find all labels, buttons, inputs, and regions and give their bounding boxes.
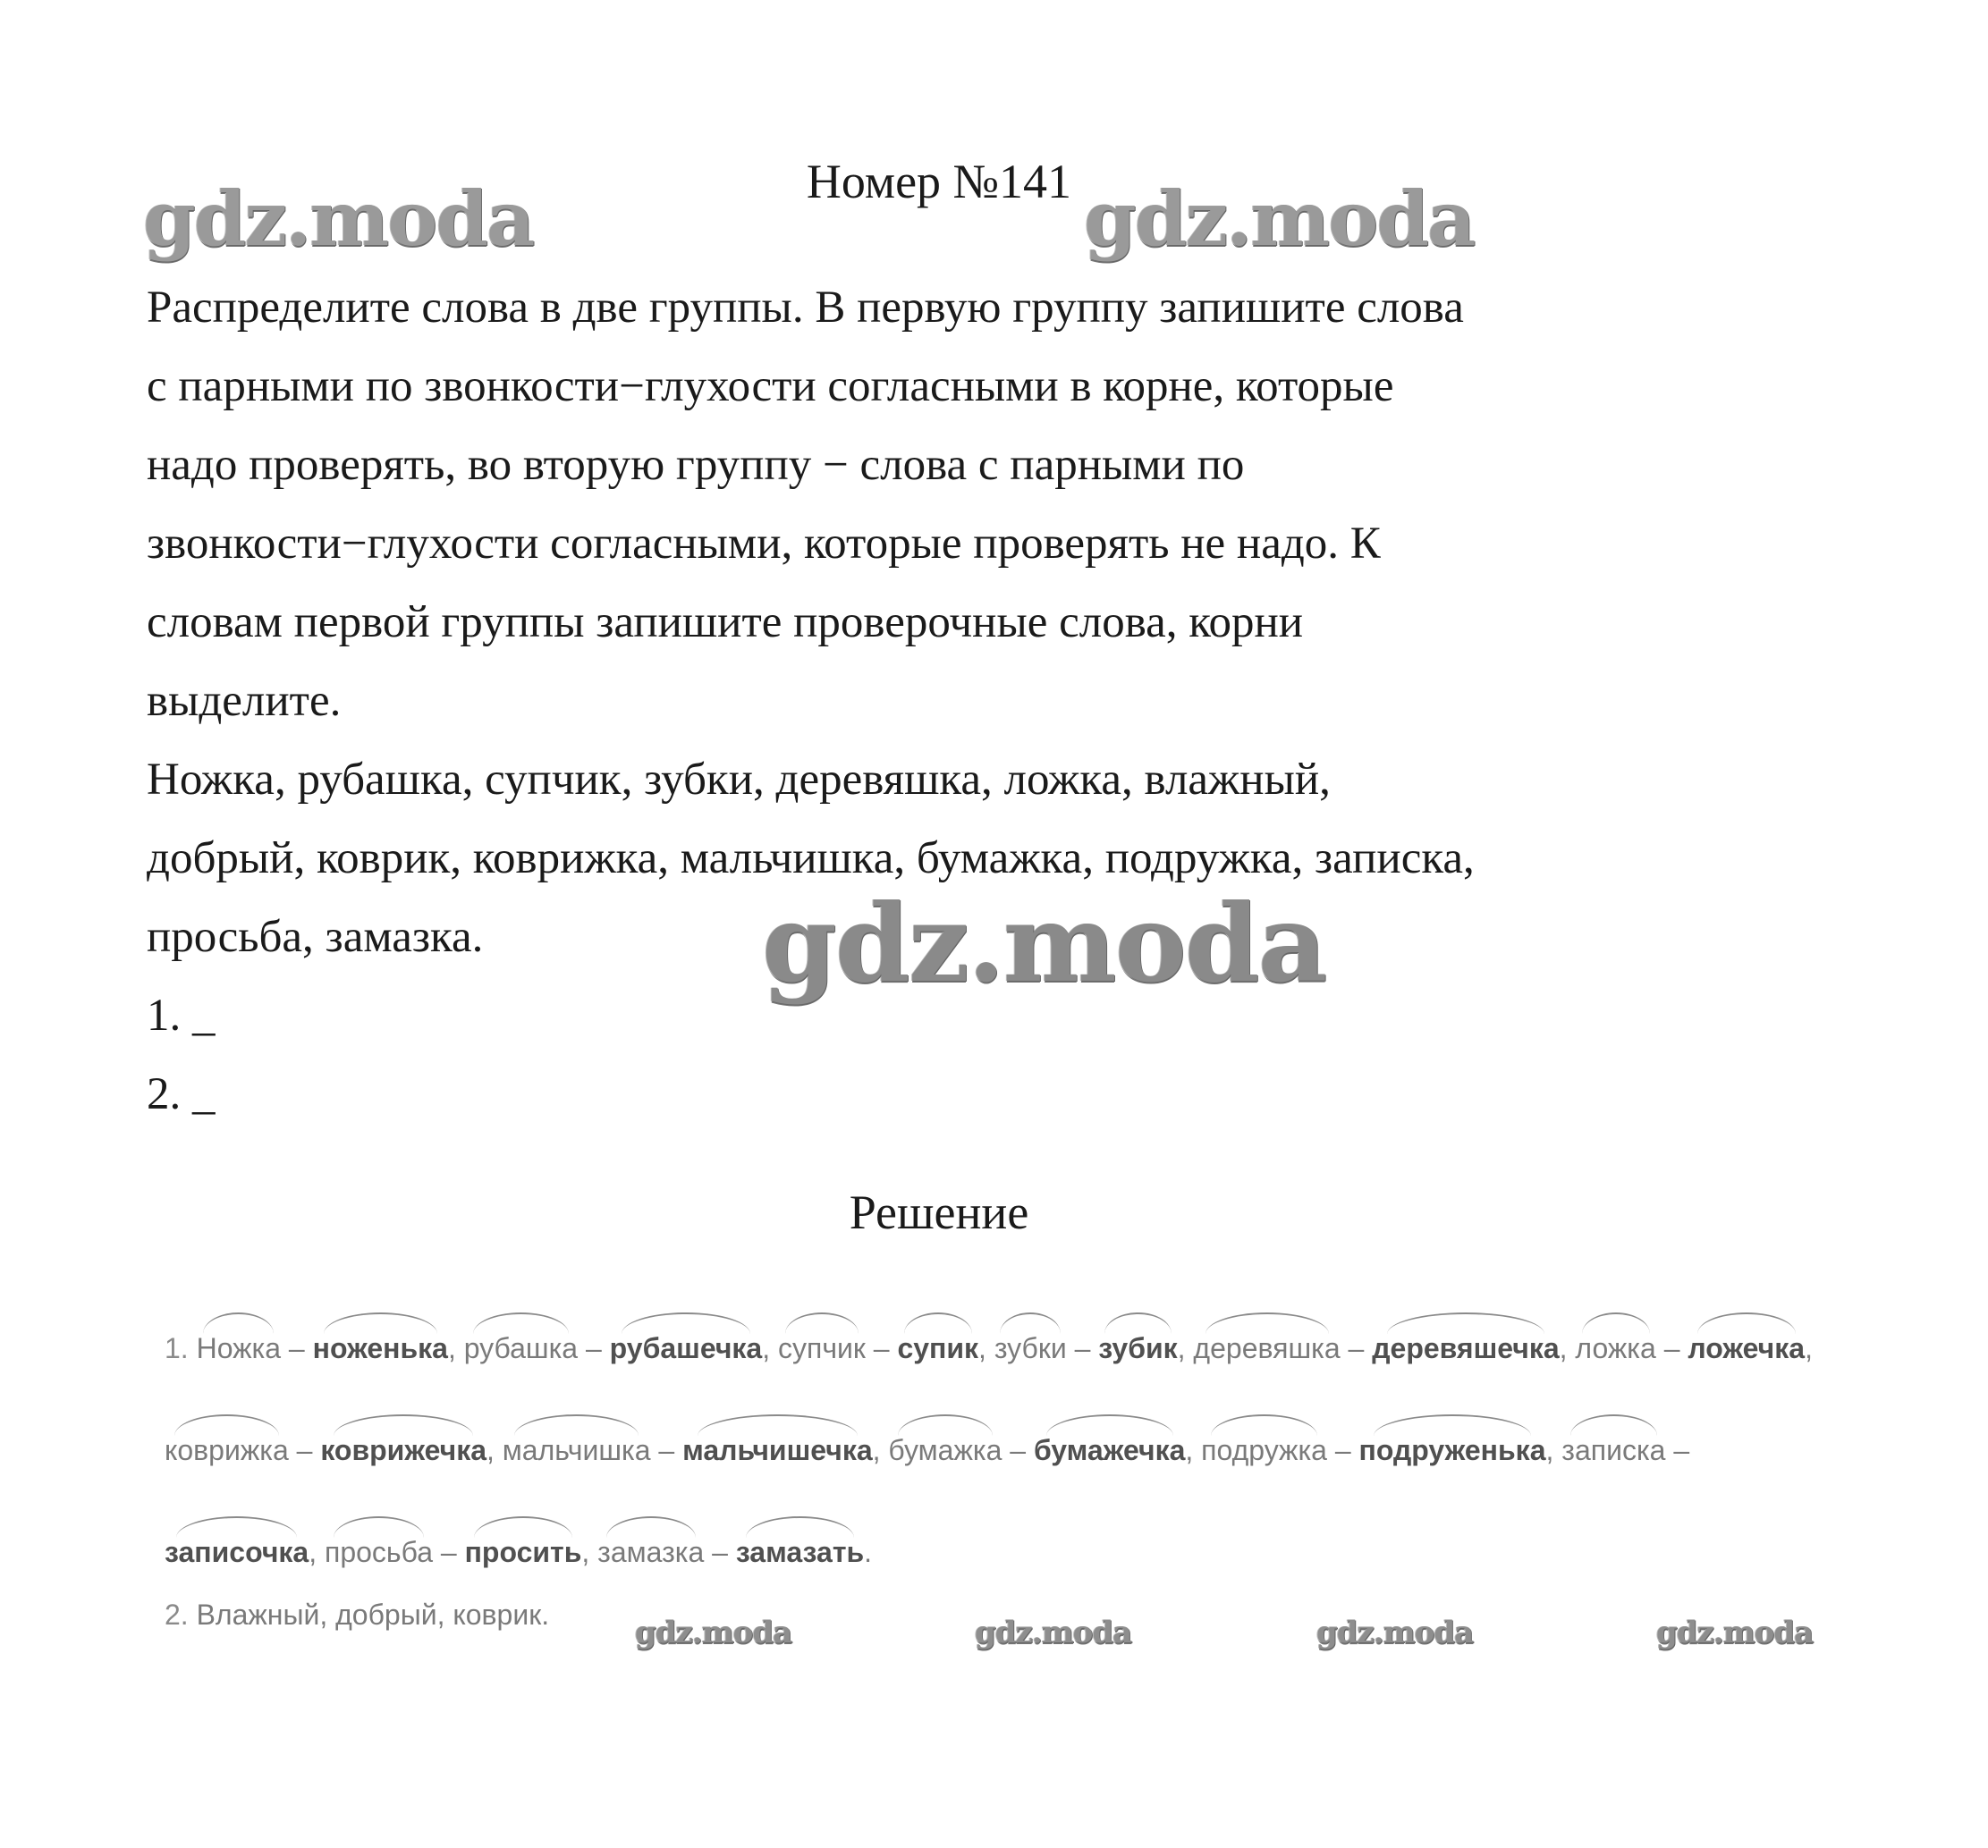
task-line: надо проверять, во вторую группу − слова с парными по xyxy=(147,440,1245,490)
check-word: ноженька xyxy=(312,1332,448,1364)
word: рубашка xyxy=(463,1332,579,1364)
watermark: gdz.moda xyxy=(1656,1615,1814,1650)
task-line: звонкости−глухости согласными, которые проверять не надо. К xyxy=(147,519,1381,569)
solution-line: записочка, просьба – просить, замазка – замазать. xyxy=(165,1536,873,1568)
task-line: Распределите слова в две группы. В первую группу запишите слова xyxy=(147,283,1464,333)
check-word: просить xyxy=(464,1536,582,1568)
check-word: рубашечка xyxy=(609,1332,763,1364)
word: просьба xyxy=(325,1536,433,1568)
solution-title: Решение xyxy=(849,1186,1029,1239)
word: ложка xyxy=(1575,1332,1656,1364)
answer-blank-1: 1. _ xyxy=(147,991,216,1041)
word: деревяшка xyxy=(1193,1332,1341,1364)
check-word: коврижечка xyxy=(320,1434,486,1466)
check-word: деревяшечка xyxy=(1372,1332,1560,1364)
solution-block xyxy=(165,1332,1917,1661)
check-word: подруженька xyxy=(1358,1434,1546,1466)
word-list-line: Ножка, рубашка, супчик, зубки, деревяшка, ложка, влажный, xyxy=(147,755,1331,805)
solution-line: 1. Ножка – ноженька, рубашка – рубашечка, супчик – супик, зубки – зубик, деревяшка – деревяшечка, ложка – ложечка, xyxy=(165,1332,1813,1364)
watermark: gdz.moda xyxy=(762,881,1326,1007)
word: мальчишка xyxy=(502,1434,651,1466)
word-list-line: просьба, замазка. xyxy=(147,912,484,962)
watermark: gdz.moda xyxy=(1316,1615,1474,1650)
check-word: мальчишечка xyxy=(682,1434,873,1466)
word: замазка xyxy=(597,1536,705,1568)
solution-line: коврижка – коврижечка, мальчишка – мальчишечка, бумажка – бумажечка, подружка – подруженька, записка – xyxy=(165,1434,1690,1466)
watermark: gdz.moda xyxy=(143,174,534,263)
check-word: записочка xyxy=(165,1536,309,1568)
task-line: с парными по звонкости−глухости согласными в корне, которые xyxy=(147,361,1394,411)
check-word: ложечка xyxy=(1688,1332,1806,1364)
task-line: словам первой группы запишите проверочные слова, корни xyxy=(147,597,1304,647)
word: записка xyxy=(1561,1434,1666,1466)
answer-blank-2: 2. _ xyxy=(147,1069,216,1119)
check-word: замазать xyxy=(735,1536,865,1568)
check-word: супик xyxy=(897,1332,979,1364)
word: бумажка xyxy=(888,1434,1002,1466)
page-title: Номер №141 xyxy=(806,155,1072,208)
word: коврижка xyxy=(165,1434,289,1466)
word-list-line: добрый, коврик, коврижка, мальчишка, бумажка, подружка, записка, xyxy=(147,833,1475,883)
group-number: 2. xyxy=(165,1599,189,1631)
group2-text: Влажный, добрый, коврик. xyxy=(196,1599,550,1631)
watermark: gdz.moda xyxy=(635,1615,792,1650)
check-word: бумажечка xyxy=(1033,1434,1186,1466)
word: подружка xyxy=(1201,1434,1327,1466)
word: Ножка xyxy=(196,1332,282,1364)
word: супчик xyxy=(777,1332,866,1364)
group-number: 1. xyxy=(165,1332,189,1364)
task-line: выделите. xyxy=(147,676,342,726)
word: зубки xyxy=(994,1332,1067,1364)
check-word: зубик xyxy=(1098,1332,1178,1364)
watermark: gdz.moda xyxy=(975,1615,1132,1650)
watermark: gdz.moda xyxy=(1084,174,1475,263)
